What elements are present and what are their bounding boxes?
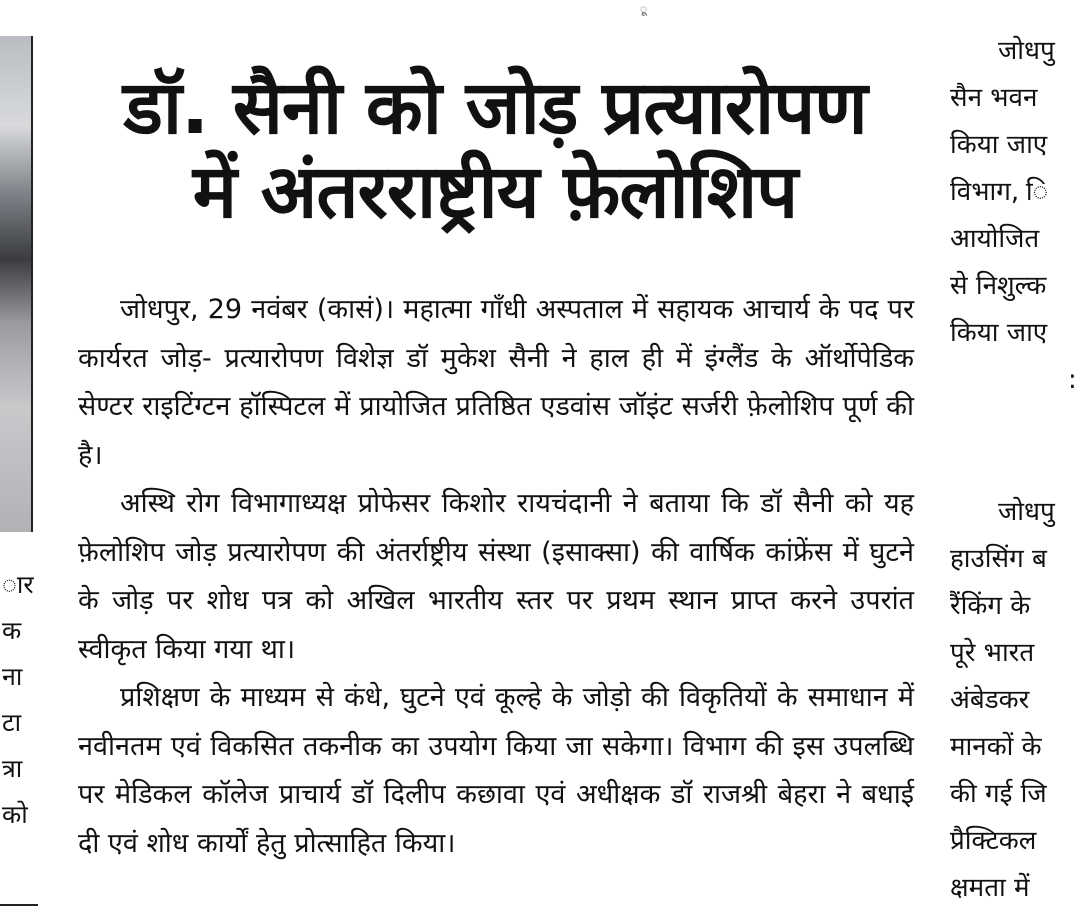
left-fragment: को — [2, 800, 28, 829]
top-fragment: ू — [640, 2, 648, 16]
headline-line-1: डॉ. सैनी को जोड़ प्रत्यारोपण — [123, 65, 867, 151]
right-fragment: जोधपु — [998, 497, 1055, 527]
right-fragment: सैन भवन — [950, 83, 1038, 113]
right-fragment: पूरे भारत — [950, 638, 1035, 668]
right-fragment: मानकों के — [950, 732, 1042, 762]
article-paragraph: प्रशिक्षण के माध्यम से कंधे, घुटने एवं कूल्हे के जोड़ो की विकृतियों के समाधान में नवीनतम एवं विकसित तकनीक का उपयोग किया जा सकेगा। विभाग की इस उपलब्धि पर मेडिकल कॉलेज प्राचार्य डॉ दिलीप कछावा एवं अधीक्षक डॉ राजश्री बेहरा ने बधाई दी एवं शोध कार्यों हेतु प्रोत्साहित किया। — [78, 682, 914, 859]
left-fragment: क — [2, 616, 22, 645]
right-fragment: से निशुल्क — [950, 271, 1047, 301]
right-fragment: हाउसिंग ब — [950, 544, 1047, 574]
right-fragment: अंबेडकर — [950, 685, 1030, 715]
left-fragment: टा — [2, 708, 22, 737]
article-paragraph: जोधपुर, 29 नवंबर (कासं)। महात्मा गाँधी अस्पताल में सहायक आचार्य के पद पर कार्यरत जोड़- प्रत्यारोपण विशेज्ञ डॉ मुकेश सैनी ने हाल ही में इंग्लैंड के ऑर्थोपेडिक सेण्टर राइटिंग्टन हॉस्पिटल में प्रायोजित प्रतिष्ठित एडवांस जॉइंट सर्जरी फ़ेलोशिप पूर्ण की है। — [78, 294, 914, 471]
headline — [70, 66, 920, 234]
right-fragment: किया जाए — [950, 130, 1048, 160]
right-fragment: क्षमता में — [950, 873, 1030, 903]
headline-line-2: में अंतरराष्ट्रीय फ़ेलोशिप — [192, 149, 798, 235]
right-fragment: जोधपु — [998, 36, 1055, 66]
right-column-fragments — [950, 28, 1080, 912]
right-fragment: की गई जि — [950, 779, 1047, 809]
right-fragment: प्रैक्टिकल — [950, 826, 1037, 856]
right-fragment: आयोजित — [950, 224, 1040, 254]
column-gap — [950, 404, 1080, 489]
left-fragment: ना — [2, 662, 23, 691]
left-column-fragments — [0, 562, 36, 838]
right-fragment: रैंकिंग के — [950, 591, 1031, 621]
right-fragment: विभाग, ि — [950, 177, 1049, 207]
left-fragment: त्रा — [2, 754, 23, 783]
adjacent-photo — [0, 36, 33, 532]
right-fragment: किया जाए — [950, 318, 1048, 348]
article-body — [78, 286, 914, 868]
article-paragraph: अस्थि रोग विभागाध्यक्ष प्रोफेसर किशोर रायचंदानी ने बताया कि डॉ सैनी को यह फ़ेलोशिप जोड़ प्रत्यारोपण की अंतर्राष्ट्रीय संस्था (इसाक्सा) की वार्षिक कांफ्रेंस में घुटने के जोड़ पर शोध पत्र को अखिल भारतीय स्तर पर प्रथम स्थान प्राप्त करने उपरांत स्वीकृत किया गया था। — [78, 488, 914, 665]
right-fragment: : — [1068, 365, 1077, 395]
left-fragment: ार — [2, 570, 34, 599]
column-rule — [0, 904, 38, 906]
